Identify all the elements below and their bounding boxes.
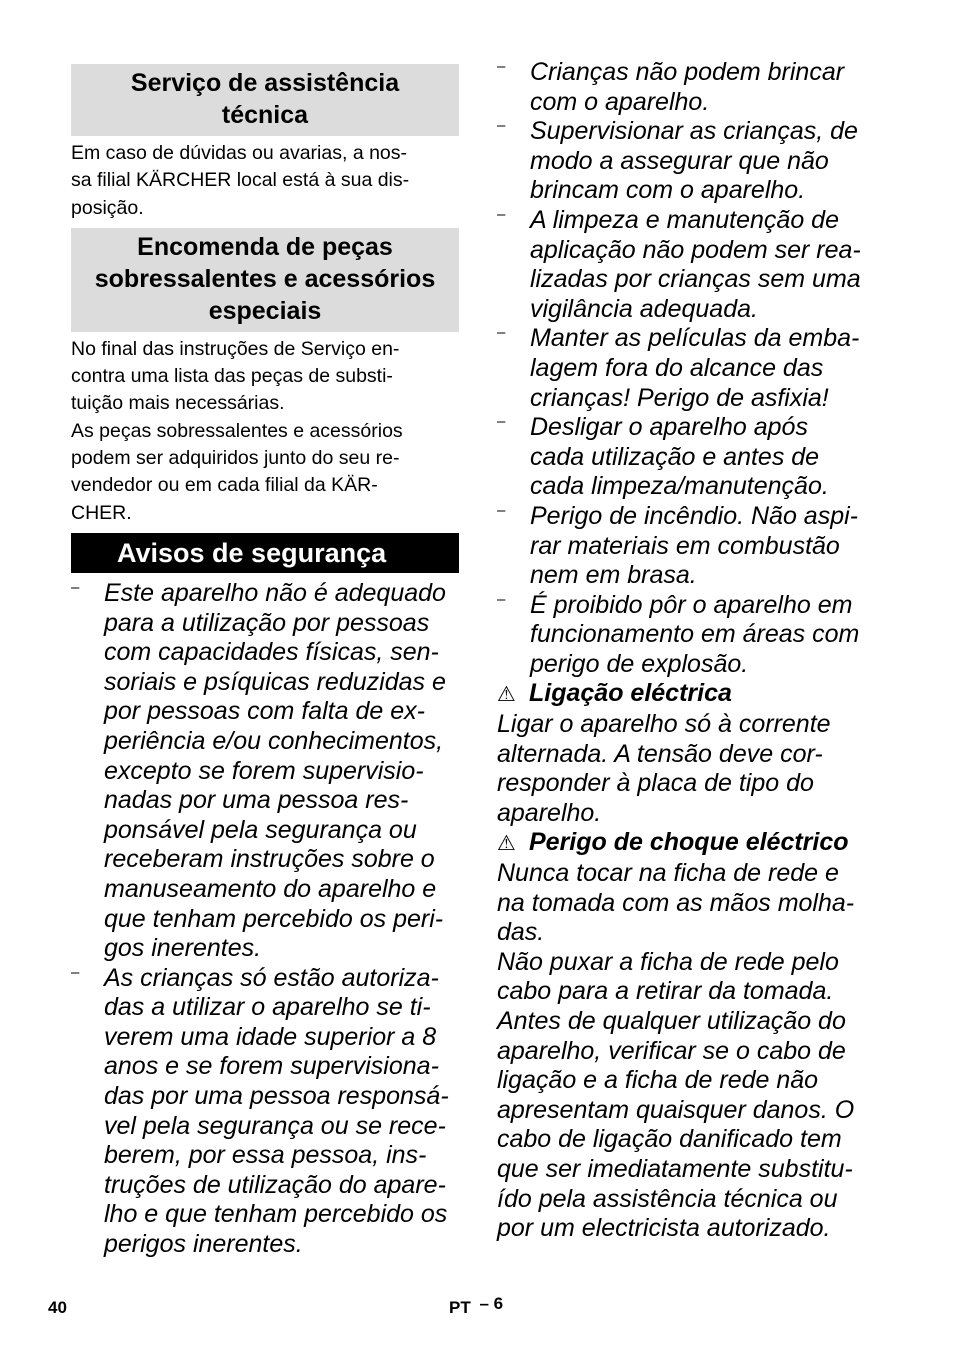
text-line: posição. [71,196,144,219]
list-item-line: É proibido pôr o aparelho em [530,590,853,619]
list-item-line: verem uma idade superior a 8 [104,1022,437,1051]
dash-bullet-icon: – [71,578,80,596]
heading-line: especiais [208,296,322,325]
text-line: na tomada com as mãos molha- [497,888,855,917]
list-item-line: gos inerentes. [104,934,262,963]
list-item-line: aplicação não podem ser rea- [530,235,861,264]
shock-heading-text: Perigo de choque eléctrico [529,828,849,857]
list-item-line: lho e que tenham percebido os [104,1200,448,1229]
list-item-line: excepto se forem supervisio- [104,756,424,785]
text-line: podem ser adquiridos junto do seu re- [71,447,400,470]
list-item-line: cada utilização e antes de [530,442,820,471]
electrical-heading [497,679,889,710]
text-line: aparelho. [497,798,602,827]
safety-list [71,579,459,1260]
list-item [71,964,459,1260]
shock-heading [497,828,889,859]
list-item-line: A limpeza e manutenção de [530,205,839,234]
dash-bullet-icon: – [497,58,506,75]
list-item-line: das por uma pessoa responsá- [104,1082,449,1111]
list-item-line: com o aparelho. [530,87,710,116]
list-item-line: para a utilização por pessoas [104,608,430,637]
dash-bullet-icon: – [71,963,80,981]
list-item-line: por pessoas com falta de ex- [104,697,425,726]
list-item [497,58,889,117]
text-line: contra uma lista das peças de substi- [71,365,393,388]
heading-line: sobressalentes e acessórios [94,264,436,293]
text-line: cabo de ligação danificado tem [497,1125,842,1154]
text-line: tuição mais necessárias. [71,392,285,415]
safety-heading: Avisos de segurança [71,533,459,573]
list-item-line: funcionamento em áreas com [530,620,860,649]
list-item [497,206,889,324]
section-page-label [449,1294,504,1318]
text-line: Antes de qualquer utilização do [497,1007,846,1035]
list-item [497,413,889,502]
list-item-line: Perigo de incêndio. Não aspi- [530,501,858,530]
list-item-line: crianças! Perigo de asfixia! [530,383,829,412]
list-item [497,502,889,591]
text-line: ído pela assistência técnica ou [497,1184,838,1213]
text-line: aparelho, verificar se o cabo de [497,1036,846,1065]
list-item-line: manuseamento do aparelho e [104,874,437,903]
shock-text [497,859,889,1244]
list-item-line: receberam instruções sobre o [104,845,435,874]
list-item-line: nem em brasa. [530,561,697,590]
dash-bullet-icon: – [497,501,506,519]
text-line: ligação e a ficha de rede não [497,1066,819,1095]
list-item-line: As crianças só estão autoriza- [104,963,439,992]
service-heading [71,64,459,136]
list-item [497,591,889,680]
list-item-line: Este aparelho não é adequado [104,578,446,607]
list-item-line: Manter as películas da emba- [530,324,860,353]
text-line: vendedor ou em cada filial da KÄR- [71,474,378,497]
list-item-line: das a utilizar o aparelho se ti- [104,993,431,1022]
warning-icon: ⚠ [497,683,516,707]
list-item-line: perigo de explosão. [530,649,749,678]
section-page-number: – 6 [479,1294,504,1313]
text-line: por um electricista autorizado. [497,1214,831,1243]
list-item-line: Supervisionar as crianças, de [530,117,858,146]
text-line: Em caso de dúvidas ou avarias, a nos- [71,142,408,164]
list-item-line: Crianças não podem brincar [530,58,845,86]
parts-heading [71,228,459,332]
text-line: Não puxar a ficha de rede pelo [497,947,839,976]
text-line: das. [497,918,545,947]
heading-line: técnica [221,101,309,129]
text-line: CHER. [71,501,132,524]
list-item-line: cada limpeza/manutenção. [530,472,829,501]
text-line: Nunca tocar na ficha de rede e [497,859,839,888]
parts-text [71,336,459,527]
list-item-line: vel pela segurança ou se rece- [104,1111,446,1140]
text-line: alternada. A tensão deve cor- [497,739,823,768]
dash-bullet-icon: – [497,205,506,223]
list-item-line: Desligar o aparelho após [530,413,808,442]
language-code: PT [449,1298,471,1317]
text-line: Ligar o aparelho só à corrente [497,710,831,739]
list-item-line: ponsável pela segurança ou [104,815,417,844]
list-item-line: brincam com o aparelho. [530,176,806,205]
safety-list-continued [497,58,889,679]
text-line: cabo para a retirar da tomada. [497,977,834,1006]
list-item-line: perigos inerentes. [104,1230,303,1259]
list-item-line: nadas por uma pessoa res- [104,786,409,815]
list-item-line: que tenham percebido os peri- [104,904,444,933]
dash-bullet-icon: – [497,413,506,431]
text-line: As peças sobressalentes e acessórios [71,419,403,442]
list-item [71,579,459,964]
text-line: responder à placa de tipo do [497,769,814,798]
dash-bullet-icon: – [497,117,506,135]
list-item-line: periência e/ou conhecimentos, [104,726,444,755]
list-item [497,117,889,206]
text-line: que ser imediatamente substitu- [497,1154,853,1183]
list-item-line: anos e se forem supervisiona- [104,1052,439,1081]
electrical-heading-text: Ligação eléctrica [529,679,732,708]
text-line: sa filial KÄRCHER local está à sua dis- [71,169,410,192]
list-item-line: truções de utilização do apare- [104,1170,446,1199]
service-text [71,140,459,222]
dash-bullet-icon: – [497,590,506,608]
text-line: No final das instruções de Serviço en- [71,337,400,360]
heading-line: Serviço de assistência [130,69,400,97]
list-item-line: lizadas por crianças sem uma [530,265,861,294]
right-column [497,58,889,1244]
list-item-line: berem, por essa pessoa, ins- [104,1141,427,1170]
list-item-line: modo a assegurar que não [530,146,829,175]
list-item-line: vigilância adequada. [530,294,758,323]
list-item-line: soriais e psíquicas reduzidas e [104,667,446,696]
warning-icon: ⚠ [497,832,516,856]
list-item-line: lagem fora do alcance das [530,353,824,382]
page-number: 40 [48,1298,67,1317]
electrical-text [497,710,889,828]
dash-bullet-icon: – [497,324,506,342]
heading-line: Encomenda de peças [137,232,393,261]
list-item-line: rar materiais em combustão [530,531,840,560]
left-column [71,64,459,1260]
list-item [497,324,889,413]
text-line: apresentam quaisquer danos. O [497,1095,855,1124]
list-item-line: com capacidades físicas, sen- [104,638,439,667]
